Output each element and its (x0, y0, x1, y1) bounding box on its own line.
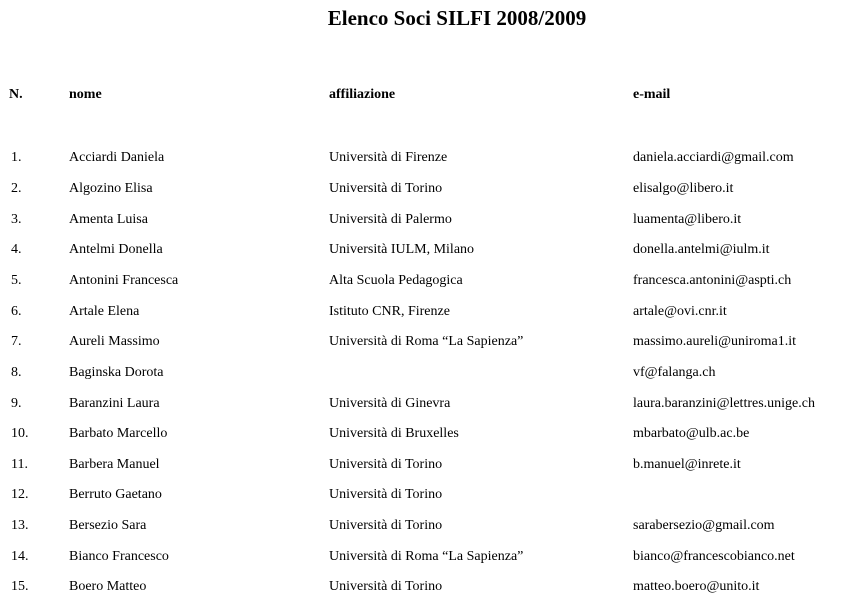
row-number: 8. (11, 365, 22, 380)
member-affiliation: Università di Ginevra (329, 396, 451, 411)
member-name: Artale Elena (69, 304, 140, 319)
member-name: Antonini Francesca (69, 273, 179, 288)
member-name: Barbera Manuel (69, 457, 160, 472)
member-email: sarabersezio@gmail.com (633, 518, 775, 533)
table-row (0, 363, 850, 383)
member-affiliation: Università di Bruxelles (329, 426, 459, 441)
member-name: Berruto Gaetano (69, 487, 162, 502)
row-number: 14. (11, 549, 29, 564)
table-row (0, 240, 850, 260)
member-email: daniela.acciardi@gmail.com (633, 150, 794, 165)
header-email: e-mail (633, 87, 671, 102)
header-affiliation: affiliazione (329, 87, 396, 102)
table-row (0, 577, 850, 597)
table-row (0, 547, 850, 567)
row-number: 5. (11, 273, 22, 288)
member-affiliation: Università IULM, Milano (329, 242, 475, 257)
row-number: 3. (11, 212, 22, 227)
table-row (0, 394, 850, 414)
row-number: 11. (11, 457, 28, 472)
member-affiliation: Alta Scuola Pedagogica (329, 273, 463, 288)
table-row (0, 455, 850, 475)
member-email: artale@ovi.cnr.it (633, 304, 727, 319)
member-name: Aureli Massimo (69, 334, 160, 349)
member-email: b.manuel@inrete.it (633, 457, 741, 472)
table-row (0, 332, 850, 352)
header-number: N. (9, 87, 23, 102)
member-email: laura.baranzini@lettres.unige.ch (633, 396, 815, 411)
row-number: 9. (11, 396, 22, 411)
member-affiliation: Università di Palermo (329, 212, 452, 227)
row-number: 7. (11, 334, 22, 349)
member-affiliation: Università di Torino (329, 487, 443, 502)
table-row (0, 424, 850, 444)
member-affiliation: Università di Roma “La Sapienza” (329, 334, 524, 349)
row-number: 4. (11, 242, 22, 257)
row-number: 2. (11, 181, 22, 196)
member-email: bianco@francescobianco.net (633, 549, 795, 564)
document-title: Elenco Soci SILFI 2008/2009 (327, 6, 587, 30)
row-number: 10. (11, 426, 29, 441)
member-name: Amenta Luisa (69, 212, 148, 227)
row-number: 6. (11, 304, 22, 319)
member-email: donella.antelmi@iulm.it (633, 242, 770, 257)
member-email: massimo.aureli@uniroma1.it (633, 334, 796, 349)
member-name: Bersezio Sara (69, 518, 147, 533)
member-name: Acciardi Daniela (69, 150, 165, 165)
row-number: 13. (11, 518, 29, 533)
member-email: matteo.boero@unito.it (633, 579, 760, 594)
member-affiliation: Università di Torino (329, 579, 443, 594)
member-affiliation: Università di Firenze (329, 150, 448, 165)
row-number: 12. (11, 487, 29, 502)
member-affiliation: Università di Torino (329, 518, 443, 533)
member-affiliation: Università di Roma “La Sapienza” (329, 549, 524, 564)
member-email: mbarbato@ulb.ac.be (633, 426, 750, 441)
member-affiliation: Università di Torino (329, 181, 443, 196)
table-row (0, 271, 850, 291)
table-header (0, 85, 850, 105)
member-name: Algozino Elisa (69, 181, 153, 196)
header-name: nome (69, 87, 102, 102)
row-number: 1. (11, 150, 22, 165)
member-name: Barbato Marcello (69, 426, 168, 441)
table-row (0, 485, 850, 505)
member-affiliation: Istituto CNR, Firenze (329, 304, 450, 319)
row-number: 15. (11, 579, 29, 594)
table-row (0, 179, 850, 199)
member-email: vf@falanga.ch (633, 365, 716, 380)
table-row (0, 302, 850, 322)
member-name: Bianco Francesco (69, 549, 169, 564)
member-name: Antelmi Donella (69, 242, 163, 257)
member-affiliation: Università di Torino (329, 457, 443, 472)
member-email: luamenta@libero.it (633, 212, 742, 227)
member-name: Baranzini Laura (69, 396, 160, 411)
member-email: francesca.antonini@aspti.ch (633, 273, 792, 288)
member-email: elisalgo@libero.it (633, 181, 734, 196)
member-name: Boero Matteo (69, 579, 147, 594)
table-row (0, 210, 850, 230)
table-row (0, 516, 850, 536)
table-row (0, 148, 850, 168)
member-name: Baginska Dorota (69, 365, 164, 380)
